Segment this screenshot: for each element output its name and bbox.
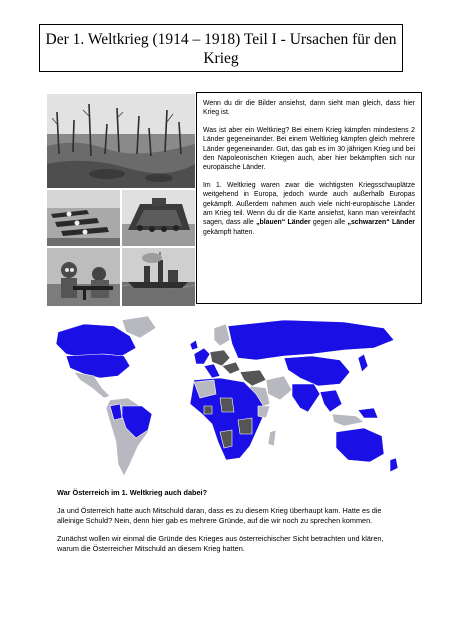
intro-paragraph-1: Wenn du dir die Bilder ansiehst, dann sieht man gleich, dass hier Krieg ist. — [203, 100, 415, 117]
title-line-2: Krieg — [203, 50, 239, 67]
page-title — [39, 24, 403, 72]
warship-photo — [122, 248, 195, 306]
battlefield-photo — [47, 94, 195, 188]
airplanes-photo — [47, 190, 120, 246]
intro-text-box — [196, 92, 422, 304]
war-photo-collage — [47, 94, 195, 306]
black-countries-label: „schwarzen“ Länder — [347, 219, 415, 227]
section-paragraph-1: Ja und Österreich hatte auch Mitschuld daran, dass es zu diesem Krieg überhaupt kam. Hatte es die alleinige Schuld? Nein, denn hier gab es mehrere Gründe, auf die wir noch zu sprechen kommen. — [57, 506, 382, 525]
soldiers-photo — [47, 248, 120, 306]
intro-paragraph-2: Was ist aber ein Weltkrieg? Bei einem Krieg kämpfen mindestens 2 Länder gegeneinander. Bei einem Weltkrieg kämpfen gleich mehrere Länder gegeneinander. Gut, das gab es im 30 jährigen Krieg und bei den Napoleonischen Kriegen auch, aber hier bekämpften sich nur europäische Länder. — [203, 126, 415, 172]
title-line-1: Der 1. Weltkrieg (1914 – 1918) Teil I - Ursachen für den — [45, 31, 397, 48]
intro-paragraph-3: Im 1. Weltkrieg waren zwar die wichtigsten Kriegsschauplätze weitgehend in Europa, jedoch wurde auch außerhalb Europas gekämpft. Außerdem nahmen auch viele nicht-europäische Länder am Krieg teil. Wenn du dir die Karte ansiehst, kann man vereinfacht sagen, dass alle „blauen“ Länder gegen alle „schwarzen“ Länder gekämpft hatten. — [203, 181, 415, 236]
section-paragraph-2: Zunächst wollen wir einmal die Gründe des Krieges aus österreichischer Sicht betrachten und klären, warum die Österreicher Mitschuld an diesem Krieg hatten. — [57, 534, 384, 553]
tank-photo — [122, 190, 195, 246]
austria-question-section — [57, 488, 397, 562]
world-map-alliances — [44, 314, 408, 484]
section-heading: War Österreich im 1. Weltkrieg auch dabei? — [57, 488, 208, 497]
blue-countries-label: „blauen“ Länder — [256, 219, 311, 227]
